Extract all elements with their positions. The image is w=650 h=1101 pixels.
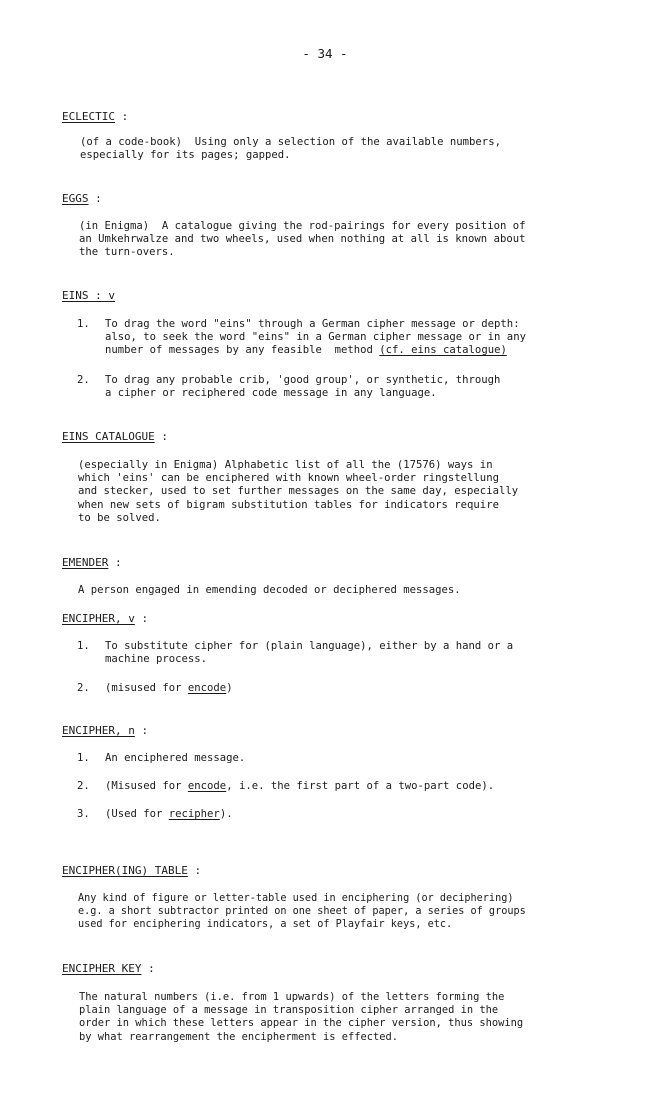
item-number: 3.: [77, 808, 90, 820]
item-number: 2.: [77, 682, 90, 694]
headword: EGGS: [62, 192, 89, 205]
item-text: (Used for recipher).: [105, 808, 233, 820]
headword: EINS : v: [62, 289, 115, 302]
entry-heading: ENCIPHER, n :: [62, 724, 149, 737]
item-number: 2.: [77, 374, 90, 386]
definition: (of a code-book) Using only a selection of the available numbers, especially for its pages; gapped.: [80, 136, 501, 162]
entry-heading: ENCIPHER, v :: [62, 612, 149, 625]
item-number: 1.: [77, 752, 90, 764]
definition: (especially in Enigma) Alphabetic list of all the (17576) ways in which 'eins' can be enciphered with known wheel-order ringstellung and stecker, used to set further messages on the same day, especially when new sets of bigram substitution tables for indicators require to be solved.: [78, 459, 519, 524]
entry-heading: [62, 289, 115, 302]
item-number: 1.: [77, 640, 90, 652]
entry-heading: ECLECTIC :: [62, 110, 129, 123]
cross-reference-link[interactable]: encode: [187, 682, 227, 694]
entry-heading: ENCIPHER KEY :: [62, 962, 155, 975]
item-text: To drag any probable crib, 'good group', or synthetic, through a cipher or reciphered code message in any language.: [105, 374, 501, 400]
definition: The natural numbers (i.e. from 1 upwards) of the letters forming the plain language of a message in transposition cipher arranged in the order in which these letters appear in the cipher version, thus showing by what rearrangement the encipherment is effected.: [79, 991, 524, 1043]
definition: A person engaged in emending decoded or deciphered messages.: [78, 584, 461, 596]
headword: ENCIPHER, n: [62, 724, 135, 737]
entry-heading: ENCIPHER(ING) TABLE :: [62, 864, 202, 877]
entry-heading: EINS CATALOGUE :: [62, 430, 168, 443]
headword: ECLECTIC: [62, 110, 115, 123]
item-number: 2.: [77, 780, 90, 792]
headword: ENCIPHER, v: [62, 612, 135, 625]
headword: EMENDER: [62, 556, 109, 569]
item-text: To drag the word "eins" through a German cipher message or depth: also, to seek the word "eins" in a German cipher message or in any number of messages by any feasible method (cf. eins catalogue): [105, 318, 526, 357]
item-text: An enciphered message.: [105, 752, 246, 764]
item-text: (misused for encode): [105, 682, 233, 694]
entry-heading: EMENDER :: [62, 556, 122, 569]
item-number: 1.: [77, 318, 90, 330]
item-text: (Misused for encode, i.e. the first part of a two-part code).: [105, 780, 495, 792]
definition: Any kind of figure or letter-table used in enciphering (or deciphering) e.g. a short subtractor printed on one sheet of paper, a series of groups used for enciphering indicators, a set of Playfair keys, etc.: [78, 893, 526, 931]
item-text: To substitute cipher for (plain language), either by a hand or a machine process.: [105, 640, 514, 666]
cross-reference-link[interactable]: encode: [187, 780, 227, 792]
page-number: - 34 -: [302, 46, 348, 61]
cross-reference-link[interactable]: (cf. eins catalogue): [379, 344, 507, 357]
cross-reference-link[interactable]: recipher: [168, 808, 220, 820]
headword: ENCIPHER(ING) TABLE: [62, 864, 188, 877]
headword: ENCIPHER KEY: [62, 962, 142, 975]
definition: (in Enigma) A catalogue giving the rod-pairings for every position of an Umkehrwalze and two wheels, used when nothing at all is known about the turn-overs.: [79, 220, 526, 259]
headword: EINS CATALOGUE: [62, 430, 155, 443]
entry-heading: EGGS :: [62, 192, 102, 205]
